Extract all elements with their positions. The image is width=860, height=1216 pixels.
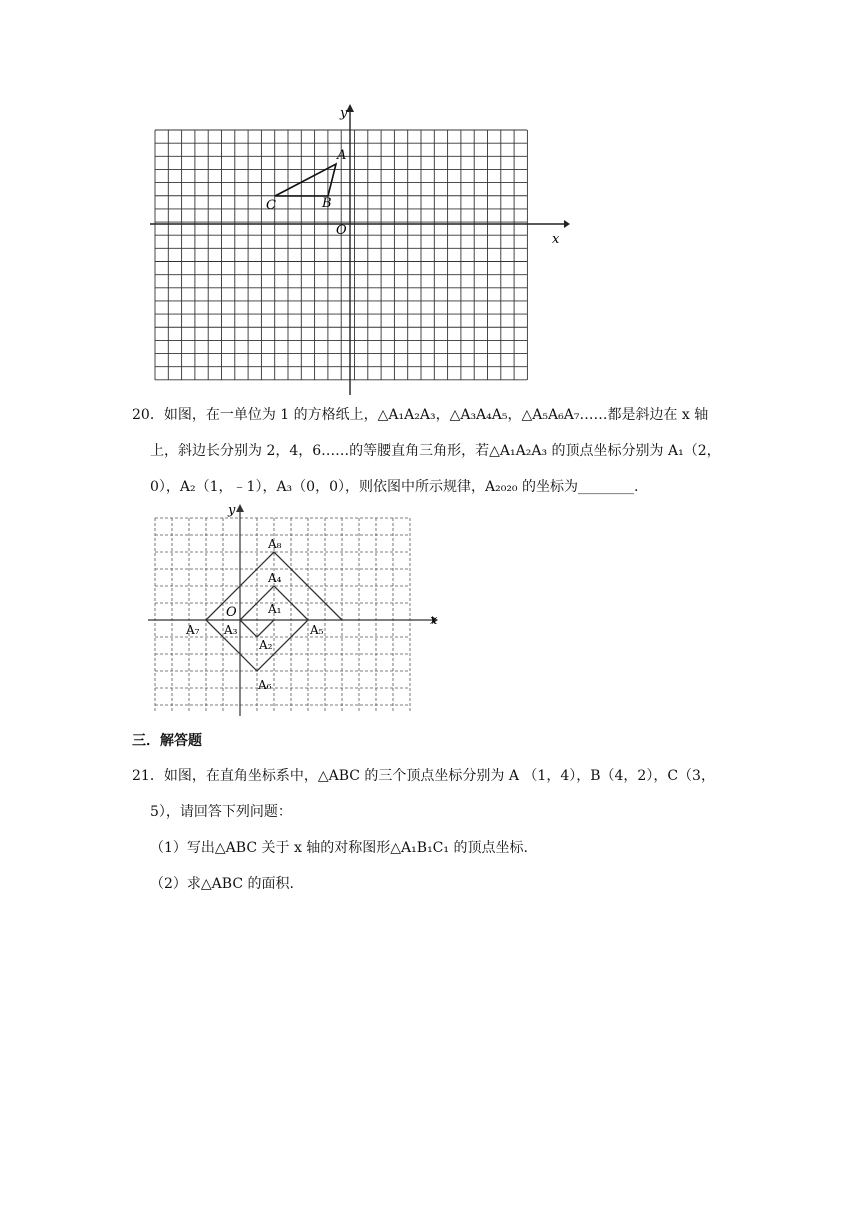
origin-label: O xyxy=(226,605,237,620)
x-axis-arrow xyxy=(564,220,570,228)
question-21 xyxy=(132,758,732,902)
label-a3: A₃ xyxy=(224,623,238,637)
origin-label: O xyxy=(336,223,347,238)
y-axis-label: y xyxy=(228,503,236,518)
label-a1: A₁ xyxy=(268,602,282,616)
question-20 xyxy=(132,397,732,505)
question-21-line-2: 5），请回答下列问题： xyxy=(150,804,292,820)
dashed-grid-lines xyxy=(155,518,410,712)
question-20-line-3: 0），A₂（1，﹣1），A₃（0，0），则依图中所示规律，A₂₀₂₀ 的坐标为________. xyxy=(150,479,639,495)
label-a5: A₅ xyxy=(310,623,324,637)
grid-lines xyxy=(155,130,527,380)
question-20-line-2: 上，斜边长分别为 2，4，6……的等腰直角三角形，若△A₁A₂A₃ 的顶点坐标分别为 A₁（2， xyxy=(150,443,721,459)
question-number: 20． xyxy=(132,407,164,423)
question-number: 21． xyxy=(132,768,164,784)
y-axis-arrow xyxy=(236,504,244,512)
figure-grid-abc xyxy=(150,100,570,395)
triangle-abc xyxy=(275,164,336,196)
question-21-line-1: 如图，在直角坐标系中，△ABC 的三个顶点坐标分别为 A （1，4），B（4，2），C（3， xyxy=(163,768,715,784)
question-20-line-1: 如图，在一单位为 1 的方格纸上，△A₁A₂A₃，△A₃A₄A₅，△A₅A₆A₇……都是斜边在 x 轴 xyxy=(163,407,709,423)
point-c-label: C xyxy=(266,198,276,213)
label-a2: A₂ xyxy=(259,638,273,652)
point-a-label: A xyxy=(337,148,347,163)
section-heading: 三．解答题 xyxy=(132,733,202,749)
question-21-part-2: （2）求△ABC 的面积. xyxy=(150,876,294,892)
point-b-label: B xyxy=(322,196,332,211)
x-axis-label: x xyxy=(430,613,438,628)
label-a4: A₄ xyxy=(268,571,282,585)
label-a8: A₈ xyxy=(268,537,282,551)
y-axis-label: y xyxy=(340,106,348,121)
question-21-part-1: （1）写出△ABC 关于 x 轴的对称图形△A₁B₁C₁ 的顶点坐标. xyxy=(150,840,528,856)
label-a7: A₇ xyxy=(186,623,200,637)
label-a6: A₆ xyxy=(258,678,272,692)
x-axis-label: x xyxy=(552,232,560,247)
figure-triangle-pattern xyxy=(148,500,444,718)
